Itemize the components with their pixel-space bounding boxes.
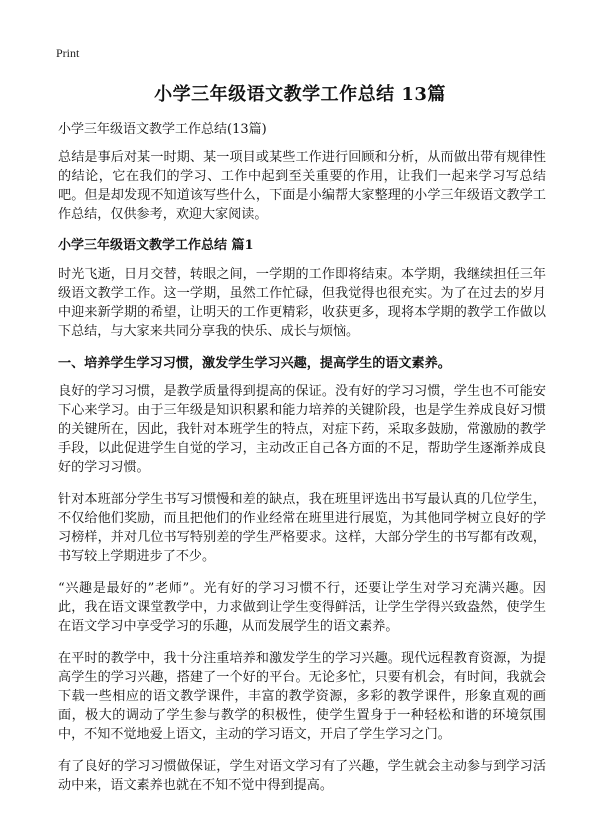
body-paragraph: 在平时的教学中，我十分注重培养和激发学生的学习兴趣。现代远程教育资源，为提高学生的学习兴趣，搭建了一个好的平台。无论多忙，只要有机会，有时间，我就会下载一些相应的语文教学课件，丰富的教学资源，多彩的教学课件，形象直观的画面，极大的调动了学生参与教学的积极性，使学生置身于一种轻松和谐的环境氛围中，不知不觉地爱上语文，主动的学习语文，开启了学生学习之门。 — [58, 651, 546, 742]
intro-paragraph: 总结是事后对某一时期、某一项目或某些工作进行回顾和分析，从而做出带有规律性的结论，它在我们的学习、工作中起到至关重要的作用，让我们一起来学习写总结吧。但是却发现不知道该写些什么，下面是小编帮大家整理的小学三年级语文教学工作总结，仅供参考，欢迎大家阅读。 — [58, 150, 546, 222]
print-link[interactable]: Print — [56, 46, 80, 60]
document-title: 小学三年级语文教学工作总结 13篇 — [154, 84, 446, 105]
section-intro-paragraph: 时光飞逝，日月交替，转眼之间，一学期的工作即将结束。本学期，我继续担任三年级语文教学工作。这一学期，虽然工作忙碌，但我觉得也很充实。为了在过去的岁月中迎来新学期的希望，让明天的工作更精彩，收获更多，现将本学期的教学工作做以下总结，与大家来共同分享我的快乐、成长与烦恼。 — [58, 267, 546, 339]
document-subtitle: 小学三年级语文教学工作总结(13篇) — [58, 122, 267, 137]
section-heading: 小学三年级语文教学工作总结 篇1 — [58, 238, 254, 253]
body-paragraph: 有了良好的学习习惯做保证，学生对语文学习有了兴趣，学生就会主动参与到学习活动中来，语文素养也就在不知不觉中得到提高。 — [58, 759, 546, 793]
point-heading: 一、培养学生学习习惯，激发学生学习兴趣，提高学生的语文素养。 — [58, 356, 451, 371]
body-paragraph: 良好的学习习惯，是教学质量得到提高的保证。没有好的学习习惯，学生也不可能安下心来学习。由于三年级是知识积累和能力培养的关键阶段，也是学生养成良好习惯的关键所在，因此，我针对本班学生的特点，对症下药，采取多鼓励，常激励的教学手段，以此促进学生自觉的学习，主动改正自己各方面的不足，帮助学生逐渐养成良好的学习习惯。 — [58, 384, 546, 475]
body-paragraph: “兴趣是最好的”老师”。光有好的学习习惯不行，还要让学生对学习充满兴趣。因此，我在语文课堂教学中，力求做到让学生变得鲜活，让学生学得兴致盎然，使学生在语文学习中享受学习的乐趣，从而发展学生的语文素养。 — [58, 581, 546, 634]
body-paragraph: 针对本班部分学生书写习惯慢和差的缺点，我在班里评选出书写最认真的几位学生，不仅给他们奖励，而且把他们的作业经常在班里进行展览，为其他同学树立良好的学习榜样，并对几位书写特别差的学生严格要求。这样，大部分学生的书写都有改观，书写较上学期进步了不少。 — [58, 492, 546, 564]
document-body — [58, 148, 546, 808]
